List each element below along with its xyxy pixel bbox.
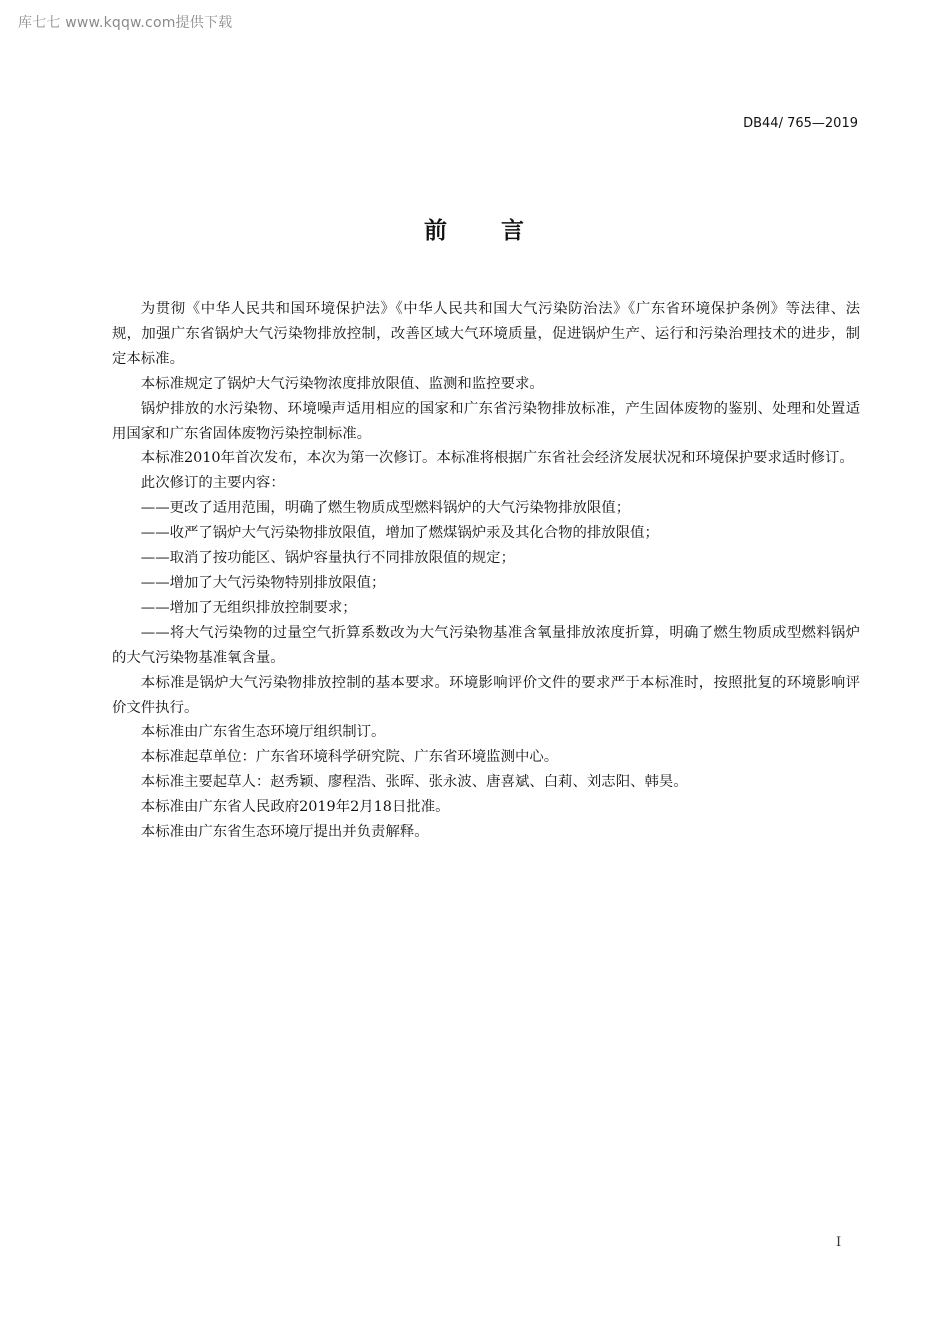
paragraph: 本标准由广东省生态环境厅组织制订。 [140, 724, 386, 741]
foreword-body [112, 297, 860, 845]
standard-code: DB44/ 765—2019 [743, 116, 858, 131]
title-char-2: 言 [501, 218, 526, 244]
paragraph: 此次修订的主要内容： [140, 475, 285, 492]
paragraph: 为贯彻《中华人民共和国环境保护法》《中华人民共和国大气污染防治法》《广东省环境保护条例》等法律、法规，加强广东省锅炉大气污染物排放控制，改善区域大气环境质量，促进锅炉生产、运行和污染治理技术的进步，制定本标准。 [112, 301, 860, 367]
revision-item: ——取消了按功能区、锅炉容量执行不同排放限值的规定； [140, 550, 515, 567]
page-title [0, 212, 950, 245]
revision-item: ——增加了大气污染物特别排放限值； [140, 574, 386, 591]
revision-item: ——更改了适用范围，明确了燃生物质成型燃料锅炉的大气污染物排放限值； [140, 500, 631, 517]
page-number: I [836, 1235, 842, 1250]
revision-item: ——将大气污染物的过量空气折算系数改为大气污染物基准含氧量排放浓度折算，明确了燃生物质成型燃料锅炉的大气污染物基准氧含量。 [112, 624, 860, 666]
paragraph: 锅炉排放的水污染物、环境噪声适用相应的国家和广东省污染物排放标准，产生固体废物的鉴别、处理和处置适用国家和广东省固体废物污染控制标准。 [112, 400, 860, 442]
paragraph: 本标准规定了锅炉大气污染物浓度排放限值、监测和监控要求。 [140, 375, 544, 392]
revision-item: ——收严了锅炉大气污染物排放限值，增加了燃煤锅炉汞及其化合物的排放限值； [140, 525, 659, 542]
paragraph: 本标准2010年首次发布，本次为第一次修订。本标准将根据广东省社会经济发展状况和环境保护要求适时修订。 [140, 450, 854, 467]
paragraph: 本标准由广东省人民政府2019年2月18日批准。 [140, 799, 450, 816]
revision-item: ——增加了无组织排放控制要求； [140, 599, 357, 616]
watermark-text: 库七七 www.kqqw.com提供下载 [18, 15, 233, 31]
paragraph: 本标准是锅炉大气污染物排放控制的基本要求。环境影响评价文件的要求严于本标准时，按照批复的环境影响评价文件执行。 [112, 674, 860, 716]
paragraph: 本标准起草单位：广东省环境科学研究院、广东省环境监测中心。 [140, 749, 559, 766]
title-char-1: 前 [424, 218, 449, 244]
paragraph: 本标准由广东省生态环境厅提出并负责解释。 [140, 824, 429, 841]
paragraph: 本标准主要起草人：赵秀颖、廖程浩、张晖、张永波、唐喜斌、白莉、刘志阳、韩昊。 [140, 774, 688, 791]
